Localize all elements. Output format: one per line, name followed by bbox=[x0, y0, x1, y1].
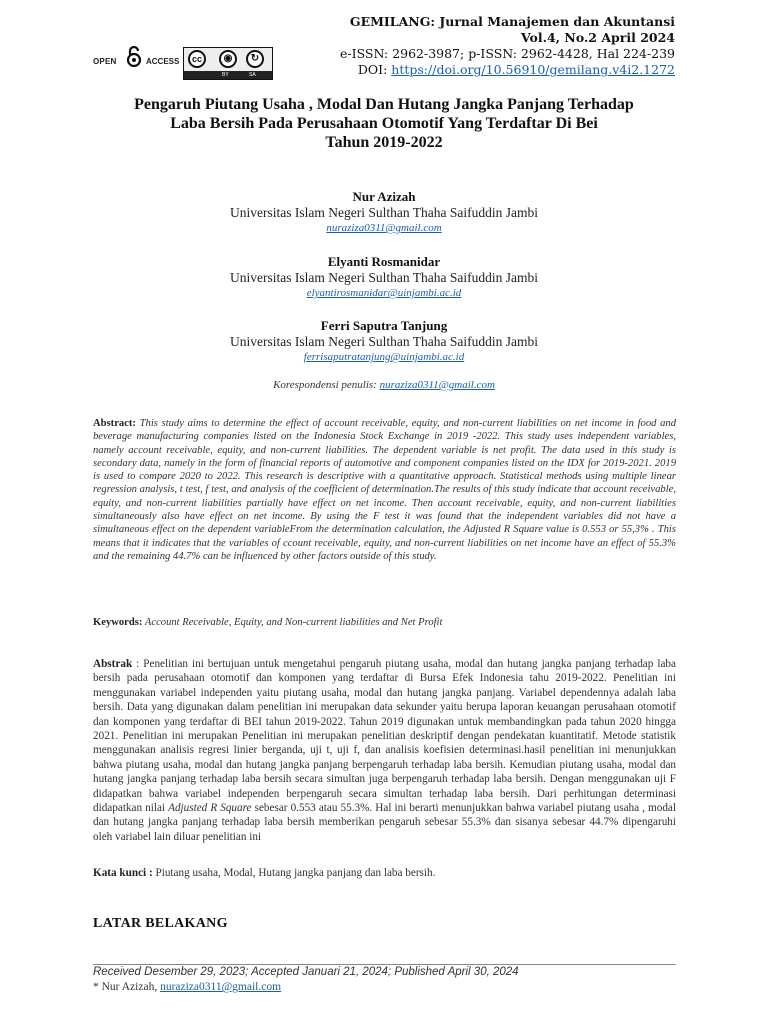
cc-icon: cc bbox=[188, 50, 206, 68]
title-line-1: Pengaruh Piutang Usaha , Modal Dan Hutang Jangka Panjang Terhadap bbox=[134, 96, 634, 113]
journal-name: GEMILANG: Jurnal Manajemen dan Akuntansi bbox=[349, 14, 675, 29]
author-block bbox=[60, 254, 708, 300]
license-by-label: BY bbox=[222, 72, 229, 78]
keywords-indonesian bbox=[93, 867, 676, 879]
keywords-label: Keywords: bbox=[93, 617, 143, 628]
author-name: Nur Azizah bbox=[352, 189, 416, 204]
header-logos bbox=[93, 45, 273, 81]
kata-kunci-label: Kata kunci : bbox=[93, 867, 153, 879]
person-icon: ◉ bbox=[219, 50, 237, 68]
open-access-label-right: ACCESS bbox=[146, 57, 180, 66]
abstrak-label: Abstrak bbox=[93, 658, 133, 670]
section-heading: LATAR BELAKANG bbox=[93, 916, 228, 931]
author-email-link[interactable]: elyantirosmanidar@uinjambi.ac.id bbox=[306, 287, 462, 299]
paper-title bbox=[60, 95, 708, 152]
keywords-english bbox=[93, 617, 676, 628]
keywords-text: Account Receivable, Equity, and Non-current liabilities and Net Profit bbox=[142, 617, 443, 628]
license-sa-label: SA bbox=[249, 72, 256, 78]
doi-label: DOI: bbox=[357, 62, 392, 77]
abstract-text: This study aims to determine the effect of account receivable, equity, and non-current liabilities on net income in food and beverage manufacturing companies listed on the Indonesia Stock Exchange in 2019 -2022. This study uses independent variables, namely account receivable, equity, and non-current liabilities. The dependent variable is net profit. The data used in this study is secondary data, namely in the form of financial reports of automotive and component companies listed on the IDX for 2019-2021. 2019 is used to compare 2020 to 2022. This research is descriptive with a quantitative approach. Statistical methods using multiple linear regression analysis, t test, f test, and analysis of the coefficient of determination.The results of this study indicate that account receivable, equity, and non-current liabilities partially have effect on net income. Then account receivable, equity, and non-current liabilities simultaneously also have effect on net income. By using the F test it was found that the independent variables did not have a simultaneous effect on the dependent variableFrom the determination calculation, the Adjusted R Square value is 0.553 or 55,3% . This means that it indicates that the variables of ccount receivable, equity, and non-current liabilities on net income have an effect of 55.3% and the remaining 44.7% can be influenced by other factors outside of this study. bbox=[93, 418, 676, 562]
journal-info bbox=[340, 14, 675, 78]
footer-divider bbox=[93, 964, 676, 965]
correspondence-label: Korespondensi penulis: bbox=[273, 379, 380, 391]
author-affiliation: Universitas Islam Negeri Sulthan Thaha Saifuddin Jambi bbox=[230, 205, 538, 220]
received-dates: Received Desember 29, 2023; Accepted Januari 21, 2024; Published April 30, 2024 bbox=[93, 966, 519, 978]
author-name: Elyanti Rosmanidar bbox=[327, 254, 441, 269]
doi-link[interactable]: https://doi.org/10.56910/gemilang.v4i2.1272 bbox=[391, 62, 675, 77]
cc-by-sa-license-badge[interactable] bbox=[183, 47, 273, 80]
author-email-link[interactable]: ferrisaputratanjung@uinjambi.ac.id bbox=[303, 351, 465, 363]
open-access-label-left: OPEN bbox=[93, 57, 117, 66]
footnote-prefix: * Nur Azizah, bbox=[93, 981, 161, 993]
author-footnote bbox=[93, 981, 281, 993]
journal-issn: e-ISSN: 2962-3987; p-ISSN: 2962-4428, Hal 224-239 bbox=[340, 46, 675, 61]
author-name: Ferri Saputra Tanjung bbox=[320, 318, 448, 333]
journal-doi bbox=[340, 62, 675, 78]
author-email-link[interactable]: nuraziza0311@gmail.com bbox=[326, 222, 442, 234]
footnote-email-link[interactable]: nuraziza0311@gmail.com bbox=[160, 981, 282, 993]
title-line-3: Tahun 2019-2022 bbox=[325, 134, 443, 151]
abstract-english bbox=[93, 417, 676, 563]
author-affiliation: Universitas Islam Negeri Sulthan Thaha Saifuddin Jambi bbox=[230, 270, 538, 285]
share-alike-icon: ↻ bbox=[246, 50, 264, 68]
abstrak-text-continued: sebesar 0.553 atau 55.3%. Hal ini berarti menunjukkan bahwa variabel piutang usaha , modal dan hutang jangka panjang terhadap laba bersih memberikan pengaruh sebesar 55.3% dan sisanya sebesar 44.7% dipengaruhi oleh variabel lain diluar penelitian ini bbox=[93, 802, 676, 843]
author-block bbox=[60, 318, 708, 364]
journal-volume: Vol.4, No.2 April 2024 bbox=[521, 30, 675, 45]
abstrak-text: : Penelitian ini bertujuan untuk mengetahui pengaruh piutang usaha, modal dan hutang jangka panjang terhadap laba bersih pada perusahaan otomotif dan komponen yang terdaftar di Bursa Efek Indonesia tahu 2019-2022. Penelitian ini menggunakan variabel independen yaitu piutang usaha, modal dan hutang jangka panjang. Variabel dependennya adalah laba bersih. Data yang digunakan dalam penelitian ini merupakan data sekunder yaitu berupa laporan keuangan perusahaan otomotif dan komponen yang terdaftar di BEI tahun 2019-2022. Tahun 2019 digunakan untuk membandingkan pada tahun 2020 hingga 2021. Penelitian ini merupakan Penelitian ini merupakan penelitian deskriptif dengan pendekatan kuantitatif. Metode statistik menggunakan analisis regresi linier berganda, uji t, uji f, dan analisis koefisien determinasi.hasil penelitian ini menunjukkan bahwa piutang usaha, modal dan hutang jangka panjang berpengaruh terhadap laba bersih. Kemudian piutang usaha, modal dan hutang jangka panjang terhadap laba bersih secara simultan juga berpengaruh terhadap laba bersih. Dengan menggunakan uji F didapatkan bahwa variabel independen berpengaruh secara simultan terhadap laba bersih. Dari perhitungan determinasi didapatkan nilai bbox=[93, 658, 676, 815]
author-block bbox=[60, 189, 708, 235]
correspondence-email-link[interactable]: nuraziza0311@gmail.com bbox=[379, 379, 495, 391]
kata-kunci-text: Piutang usaha, Modal, Hutang jangka panjang dan laba bersih. bbox=[152, 867, 436, 879]
abstract-indonesian bbox=[93, 657, 676, 844]
correspondence-line bbox=[60, 379, 708, 391]
abstrak-italic-term: Adjusted R Square bbox=[168, 802, 252, 815]
open-access-lock-icon bbox=[125, 45, 143, 67]
title-line-2: Laba Bersih Pada Perusahaan Otomotif Yang Terdaftar Di Bei bbox=[170, 115, 598, 132]
abstract-label: Abstract: bbox=[93, 418, 136, 429]
author-affiliation: Universitas Islam Negeri Sulthan Thaha Saifuddin Jambi bbox=[230, 334, 538, 349]
